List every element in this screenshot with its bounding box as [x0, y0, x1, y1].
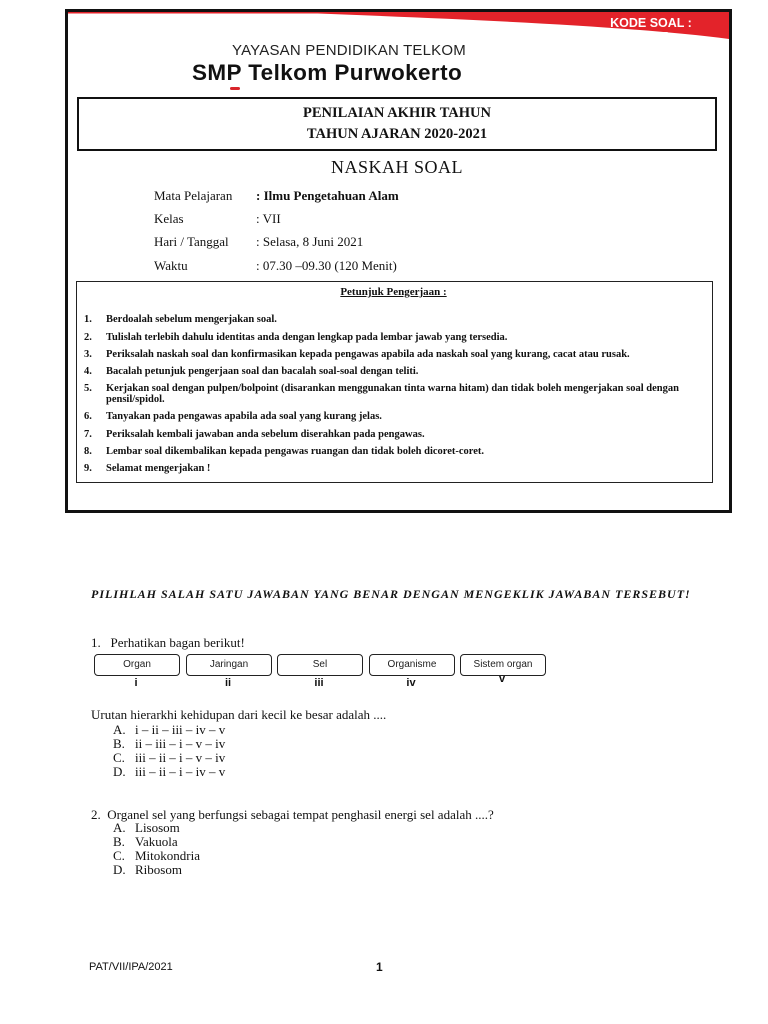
instruction-text: Bacalah petunjuk pengerjaan soal dan bacalah soal-soal dengan teliti. — [106, 366, 419, 377]
instruction-text: Kerjakan soal dengan pulpen/bolpoint (disarankan menggunakan tinta warna hitam) dan tidak boleh mengerjakan soal dengan pensil/spidol. — [106, 383, 679, 405]
instruction-item — [84, 463, 706, 474]
instruction-item — [84, 366, 706, 377]
page-number: 1 — [376, 960, 383, 974]
q2-option-c[interactable] — [113, 849, 200, 863]
q1-option-a[interactable] — [113, 723, 225, 737]
question-1-stem: Urutan hierarkhi kehidupan dari kecil ke besar adalah .... — [91, 707, 387, 722]
level-numeral: iii — [314, 677, 324, 689]
instruction-text: Periksalah kembali jawaban anda sebelum diserahkan pada pengawas. — [106, 429, 425, 440]
exam-code-label: KODE SOAL : — [610, 16, 692, 30]
footer-document-code: PAT/VII/IPA/2021 — [89, 961, 173, 973]
level-box-sel: Sel — [277, 654, 363, 676]
q2-option-d[interactable] — [113, 863, 182, 877]
instruction-item — [84, 349, 706, 360]
option-text: Mitokondria — [135, 848, 200, 863]
instruction-number: 9. — [84, 463, 92, 474]
info-label-subject: Mata Pelajaran — [154, 188, 233, 203]
instruction-number: 8. — [84, 446, 92, 457]
instruction-item — [84, 314, 706, 325]
instruction-item — [84, 383, 706, 405]
info-value-subject: : Ilmu Pengetahuan Alam — [256, 188, 399, 203]
option-letter: C. — [113, 750, 125, 765]
question-1-intro: 1. Perhatikan bagan berikut! — [91, 635, 245, 650]
exam-title-line1: PENILAIAN AKHIR TAHUN — [303, 105, 491, 121]
option-text: Vakuola — [135, 834, 178, 849]
level-numeral: iv — [406, 677, 416, 689]
exam-title-box — [77, 97, 717, 151]
info-label-time: Waktu — [154, 258, 188, 273]
logo-accent-mark — [230, 87, 240, 90]
answer-instruction: PILIHLAH SALAH SATU JAWABAN YANG BENAR DENGAN MENGEKLIK JAWABAN TERSEBUT! — [91, 587, 691, 601]
option-text: i – ii – iii – iv – v — [135, 722, 226, 737]
instruction-text: Tulislah terlebih dahulu identitas anda dengan lengkap pada lembar jawab yang tersedia. — [106, 332, 508, 343]
option-letter: C. — [113, 848, 125, 863]
foundation-name: YAYASAN PENDIDIKAN TELKOM — [232, 42, 466, 59]
school-logo-text: SMP Telkom Purwokerto — [192, 60, 463, 85]
level-box-organisme: Organisme — [369, 654, 455, 676]
option-letter: D. — [113, 862, 126, 877]
instruction-item — [84, 429, 706, 440]
option-letter: B. — [113, 834, 125, 849]
instructions-title: Petunjuk Pengerjaan : — [340, 286, 447, 298]
option-text: Ribosom — [135, 862, 182, 877]
instruction-item — [84, 446, 706, 457]
document-title: NASKAH SOAL — [330, 157, 463, 177]
q1-option-c[interactable] — [113, 751, 225, 765]
option-letter: D. — [113, 764, 126, 779]
level-box-organ: Organ — [94, 654, 180, 676]
instruction-number: 1. — [84, 314, 92, 325]
instruction-text: Periksalah naskah soal dan konfirmasikan kepada pengawas apabila ada naskah soal yang kurang, cacat atau rusak. — [106, 349, 630, 360]
level-box-jaringan: Jaringan — [186, 654, 272, 676]
option-text: ii – iii – i – v – iv — [135, 736, 226, 751]
info-label-date: Hari / Tanggal — [154, 234, 229, 249]
exam-code-value: 7/PAT — [634, 30, 668, 44]
instruction-number: 2. — [84, 332, 92, 343]
q1-option-d[interactable] — [113, 765, 225, 779]
q1-option-b[interactable] — [113, 737, 225, 751]
level-numeral: i — [134, 677, 138, 689]
info-label-class: Kelas — [154, 211, 184, 226]
instruction-number: 5. — [84, 383, 92, 394]
instruction-item — [84, 332, 706, 343]
level-numeral: v — [498, 673, 506, 685]
option-text: iii – ii – i – iv – v — [135, 764, 226, 779]
level-numeral: ii — [224, 677, 232, 689]
instruction-text: Lembar soal dikembalikan kepada pengawas ruangan dan tidak boleh dicoret-coret. — [106, 446, 485, 457]
info-value-class: : VII — [256, 211, 281, 226]
info-value-time: : 07.30 –09.30 (120 Menit) — [256, 258, 397, 273]
exam-code — [606, 16, 696, 44]
instruction-text: Berdoalah sebelum mengerjakan soal. — [106, 314, 277, 325]
instruction-item — [84, 411, 706, 422]
question-2-stem: 2. Organel sel yang berfungsi sebagai tempat penghasil energi sel adalah ....? — [91, 807, 494, 822]
instruction-number: 6. — [84, 411, 92, 422]
q2-option-b[interactable] — [113, 835, 178, 849]
option-letter: A. — [113, 722, 126, 737]
instruction-text: Selamat mengerjakan ! — [106, 463, 211, 474]
instruction-number: 4. — [84, 366, 92, 377]
level-box-sistem-organ: Sistem organ — [460, 654, 546, 676]
q2-option-a[interactable] — [113, 821, 180, 835]
exam-title-line2: TAHUN AJARAN 2020-2021 — [306, 126, 488, 142]
option-letter: B. — [113, 736, 125, 751]
option-letter: A. — [113, 820, 126, 835]
info-value-date: : Selasa, 8 Juni 2021 — [256, 234, 364, 249]
instruction-text: Tanyakan pada pengawas apabila ada soal yang kurang jelas. — [106, 411, 382, 422]
instruction-number: 3. — [84, 349, 92, 360]
option-text: Lisosom — [135, 820, 180, 835]
option-text: iii – ii – i – v – iv — [135, 750, 226, 765]
instruction-number: 7. — [84, 429, 92, 440]
